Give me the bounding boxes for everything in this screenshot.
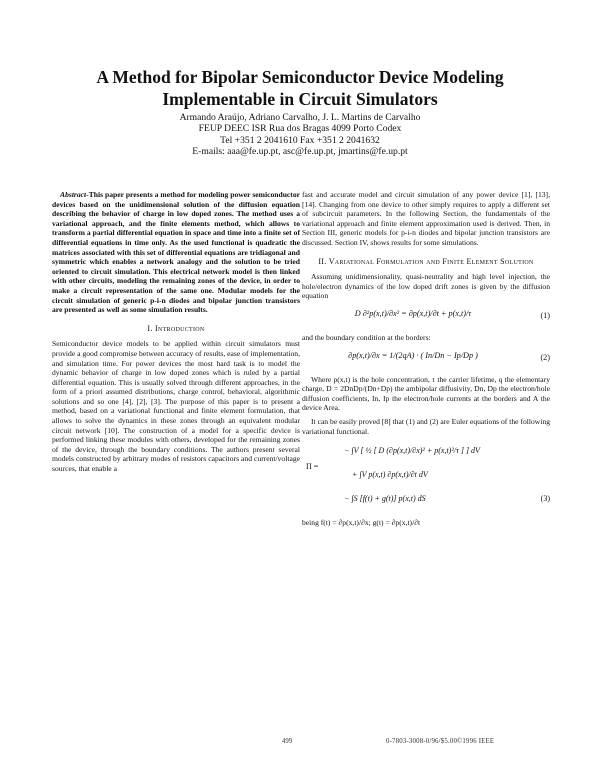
- section2-paragraph-2: and the boundary condition at the borders:: [302, 332, 431, 342]
- equation-2: [302, 347, 550, 371]
- equation-3: [302, 440, 550, 514]
- left-column: [52, 190, 300, 478]
- equation-2-body: ∂p(x,t)/∂x = 1/(2qA) · ( In/Dn − Ip/Dp ): [348, 350, 478, 360]
- section2-paragraph-4: It can be easily proved [8] that (1) and (2) are Euler equations of the following variational functional.: [302, 416, 550, 436]
- equation-1-number: (1): [540, 310, 550, 320]
- abstract-text: This paper presents a method for modeling power semiconductor devices based on the unidimensional solution of the diffusion equation describing the behavior of charge in low doped zones. The method uses a variational approach, and the finite elements method, which allows to transform a partial differential equation in space and time into a finite set of differential equations in time only. As the used functional is quadratic the matrices associated with this set of differential equations are tridiagonal and symmetric which enables a network analogy and the solution to be tried oriented to circuit simulation. This electrical network model is then linked with other circuits, modeling the remaining zones of the device, in order to make a circuit representation of the same one. Modular models for the circuit simulation of generic p-i-n diodes and bipolar junction transistors are presented as well as some simulation results.: [52, 190, 300, 315]
- abstract-label: Abstract-: [60, 190, 89, 199]
- equation-3-lhs: Π =: [306, 462, 319, 472]
- equation-1-body: D ∂²p(x,t)/∂x² = ∂p(x,t)/∂t + p(x,t)/τ: [354, 308, 472, 318]
- intro-paragraph: Semiconductor device models to be applied within circuit simulators must provide a good compromise between accuracy of results, ease of implementation, and simulation time. For power devices the most hard task is to model the dynamic behavior of charge in low doped zones which is ruled by a partial differential equation. This is usually solved through different approaches, in the form of a priori assumed distributions, charge control, behavioral, algorithmic solutions and so one [4], [2], [3]. The purpose of this paper is to present a method, based on a variational functional and finite element formulation, that allows to solve the dynamics in these zones through an equivalent modular circuit network [10]. The construction of a model for a specific device is performed linking these modules with others, developed for the remaining zones of the device, through the boundary conditions. The authors present several models constructed by arbitrary modes of resistors capacitors and current/voltage sources, that enable a: [52, 339, 300, 474]
- section2-paragraph-1: Assuming unidimensionality, quasi-neutrality and high level injection, the hole/electron dynamics of the low doped drift zones is given by the diffusion equation: [302, 272, 550, 301]
- copyright-code: 0-7803-3008-0/96/$5.00©1996 IEEE: [386, 738, 495, 745]
- right-column: [302, 190, 550, 532]
- intro-continuation: fast and accurate model and circuit simulation of any power device [1], [13], [14]. Changing from one device to other simply requires to apply a different set of subcircuit parameters. In the following Section, the fundamentals of the variational approach and finite element approximation used is derived. Then, in Section III, generic models for p-i-n diodes and bipolar junction transistors are discussed. Section IV, shows results for some simulations.: [302, 190, 550, 247]
- abstract: [52, 190, 300, 315]
- equation-1: [302, 305, 550, 329]
- section-heading-introduction: I. Introduction: [147, 323, 205, 333]
- section-heading-variational: II. Variational Formulation and Finite Element Solution: [318, 256, 534, 266]
- author-affiliation: FEUP DEEC ISR Rua dos Bragas 4099 Porto Codex: [198, 123, 402, 135]
- title-line-1: A Method for Bipolar Semiconductor Device Modeling: [96, 67, 504, 87]
- author-emails: E-mails: aaa@fe.up.pt, asc@fe.up.pt, jmartins@fe.up.pt: [192, 146, 408, 158]
- author-phone: Tel +351 2 2041610 Fax +351 2 2041632: [220, 134, 380, 146]
- equation-3-line-1: − ∫V [ ½ [ D (∂p(x,t)/∂x)² + p(x,t)²/τ ] ] dV: [344, 446, 480, 456]
- paper-title: [40, 66, 560, 110]
- equation-2-number: (2): [540, 352, 550, 362]
- equation-3-number: (3): [540, 494, 550, 504]
- author-block: [40, 112, 560, 158]
- title-line-2: Implementable in Circuit Simulators: [162, 89, 438, 109]
- equation-3-definitions: being f(t) = ∂p(x,t)/∂x; g(t) = ∂p(x,t)/∂t: [302, 518, 421, 528]
- equation-3-line-2: + ∫V p(x,t) ∂p(x,t)/∂t dV: [352, 470, 428, 480]
- page-number: 499: [282, 738, 293, 745]
- section2-paragraph-3: Where p(x,t) is the hole concentration, τ the carrier lifetime, q the elementary charge, D = 2DnDp/(Dn+Dp) the ambipolar diffusivity, Dn, Dp the electron/hole diffusion coefficients, In, Ip the electron/hole currents at the borders and A the device Area.: [302, 374, 550, 413]
- equation-3-line-3: − ∫S [f(t) + g(t)] p(x,t) dS: [344, 494, 426, 504]
- author-names: Armando Araújo, Adriano Carvalho, J. L. Martins de Carvalho: [179, 112, 421, 123]
